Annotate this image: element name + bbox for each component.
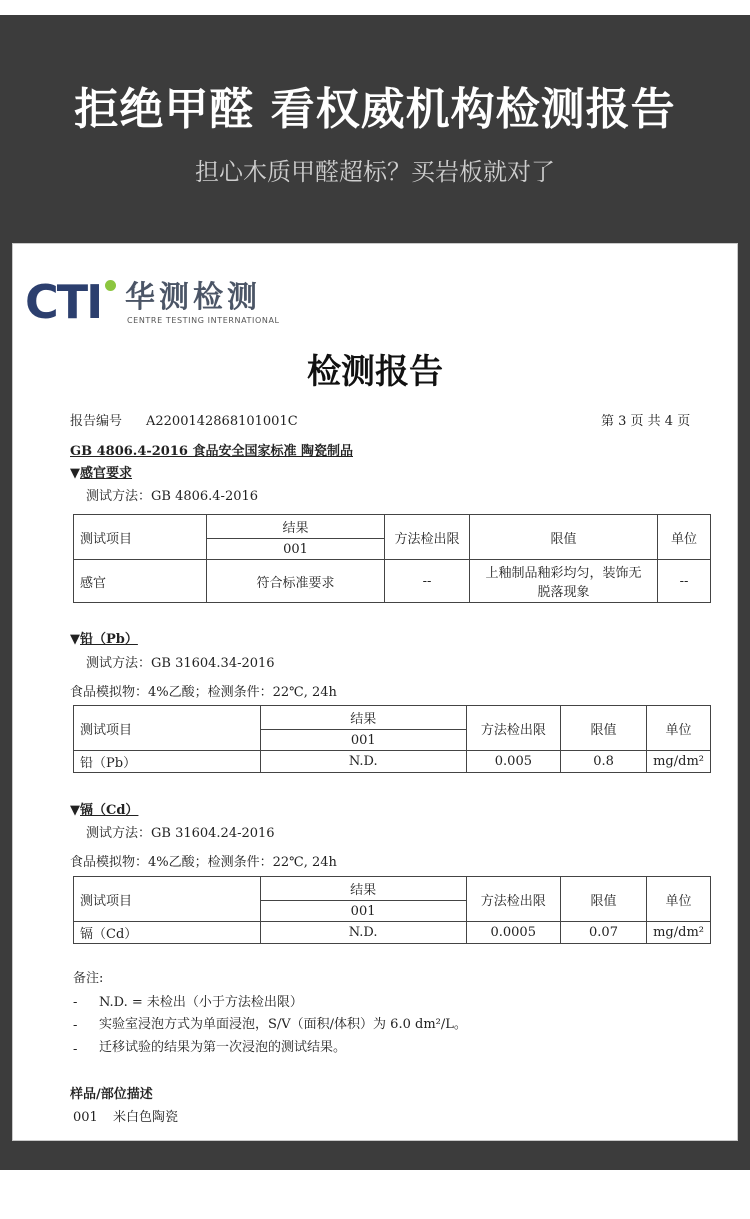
note-bullet-icon: - bbox=[73, 995, 78, 1010]
headline: 拒绝甲醛 看权威机构检测报告 bbox=[74, 84, 676, 135]
cti-logo bbox=[25, 262, 295, 328]
report-title: 检测报告 bbox=[307, 352, 443, 392]
header-limit: 限值 bbox=[560, 877, 646, 922]
section1-method: 测试方法：GB 4806.4-2016 bbox=[86, 489, 259, 504]
row-result: N.D. bbox=[260, 751, 466, 773]
sample-desc-heading: 样品/部位描述 bbox=[70, 1087, 153, 1102]
row-mdl: 0.0005 bbox=[466, 922, 560, 944]
logo-chinese-name: 华测检测 bbox=[125, 280, 261, 315]
section2-conditions: 食品模拟物：4%乙酸；检测条件：22℃, 24h bbox=[70, 685, 337, 700]
row-item: 铅（Pb） bbox=[74, 751, 261, 773]
note-bullet-icon: - bbox=[73, 1042, 78, 1057]
row-limit: 0.8 bbox=[561, 751, 647, 773]
report-number-value: A2200142868101001C bbox=[146, 414, 298, 429]
header-test-item: 测试项目 bbox=[74, 706, 261, 751]
header-unit: 单位 bbox=[647, 706, 711, 751]
sample-desc-text: 米白色陶瓷 bbox=[113, 1110, 179, 1125]
header-mdl: 方法检出限 bbox=[466, 706, 560, 751]
section1-table bbox=[73, 514, 711, 603]
section1-heading-text: 感官要求 bbox=[80, 466, 133, 481]
header-sample-id: 001 bbox=[260, 901, 466, 922]
section3-conditions: 食品模拟物：4%乙酸；检测条件：22℃, 24h bbox=[70, 855, 337, 870]
row-limit bbox=[470, 560, 658, 603]
subheadline: 担心木质甲醛超标？买岩板就对了 bbox=[195, 158, 555, 186]
note-bullet-icon: - bbox=[73, 1018, 78, 1033]
header-sample-id: 001 bbox=[260, 730, 466, 751]
section3-table bbox=[73, 876, 711, 944]
note-item-1: N.D. = 未检出（小于方法检出限） bbox=[99, 995, 303, 1010]
header-result: 结果 bbox=[260, 877, 466, 901]
row-limit: 0.07 bbox=[560, 922, 646, 944]
header-result: 结果 bbox=[260, 706, 466, 730]
note-item-2: 实验室浸泡方式为单面浸泡，S/V（面积/体积）为 6.0 dm²/L。 bbox=[99, 1017, 467, 1032]
row-result: 符合标准要求 bbox=[207, 560, 385, 603]
logo-dot-icon bbox=[105, 280, 116, 291]
header-sample-id: 001 bbox=[207, 539, 385, 560]
row-limit-line2: 脱落现象 bbox=[537, 585, 590, 600]
section2-table bbox=[73, 705, 711, 773]
report-number-label: 报告编号 bbox=[70, 414, 123, 429]
page-info: 第 3 页 共 4 页 bbox=[601, 414, 691, 429]
row-item: 感官 bbox=[74, 560, 207, 603]
header-unit: 单位 bbox=[647, 877, 711, 922]
header-mdl: 方法检出限 bbox=[466, 877, 560, 922]
logo-brand: CTI bbox=[25, 275, 102, 329]
section2-heading-text: 铅（Pb） bbox=[80, 632, 138, 647]
header-limit: 限值 bbox=[561, 706, 647, 751]
row-limit-line1: 上釉制品釉彩均匀，装饰无 bbox=[485, 566, 642, 581]
header-limit: 限值 bbox=[470, 515, 658, 560]
row-unit: mg/dm² bbox=[647, 922, 711, 944]
header-test-item: 测试项目 bbox=[74, 515, 207, 560]
section3-heading: ▼镉（Cd） bbox=[70, 803, 139, 818]
header-unit: 单位 bbox=[658, 515, 711, 560]
row-result: N.D. bbox=[260, 922, 466, 944]
row-mdl: -- bbox=[385, 560, 470, 603]
header-result: 结果 bbox=[207, 515, 385, 539]
row-unit: -- bbox=[658, 560, 711, 603]
section3-method: 测试方法：GB 31604.24-2016 bbox=[86, 826, 275, 841]
row-mdl: 0.005 bbox=[466, 751, 560, 773]
section1-heading: ▼感官要求 bbox=[70, 466, 133, 481]
standard-title: GB 4806.4-2016 食品安全国家标准 陶瓷制品 bbox=[70, 444, 353, 459]
sample-desc-id: 001 bbox=[73, 1110, 98, 1125]
notes-heading: 备注: bbox=[73, 971, 104, 986]
report-paper bbox=[12, 243, 738, 1141]
section3-heading-text: 镉（Cd） bbox=[80, 803, 139, 818]
section2-method: 测试方法：GB 31604.34-2016 bbox=[86, 656, 275, 671]
header-test-item: 测试项目 bbox=[74, 877, 261, 922]
header-mdl: 方法检出限 bbox=[385, 515, 470, 560]
note-item-3: 迁移试验的结果为第一次浸泡的测试结果。 bbox=[99, 1040, 347, 1055]
row-item: 镉（Cd） bbox=[74, 922, 261, 944]
row-unit: mg/dm² bbox=[647, 751, 711, 773]
logo-english-name: CENTRE TESTING INTERNATIONAL bbox=[127, 316, 280, 325]
section2-heading: ▼铅（Pb） bbox=[70, 632, 138, 647]
